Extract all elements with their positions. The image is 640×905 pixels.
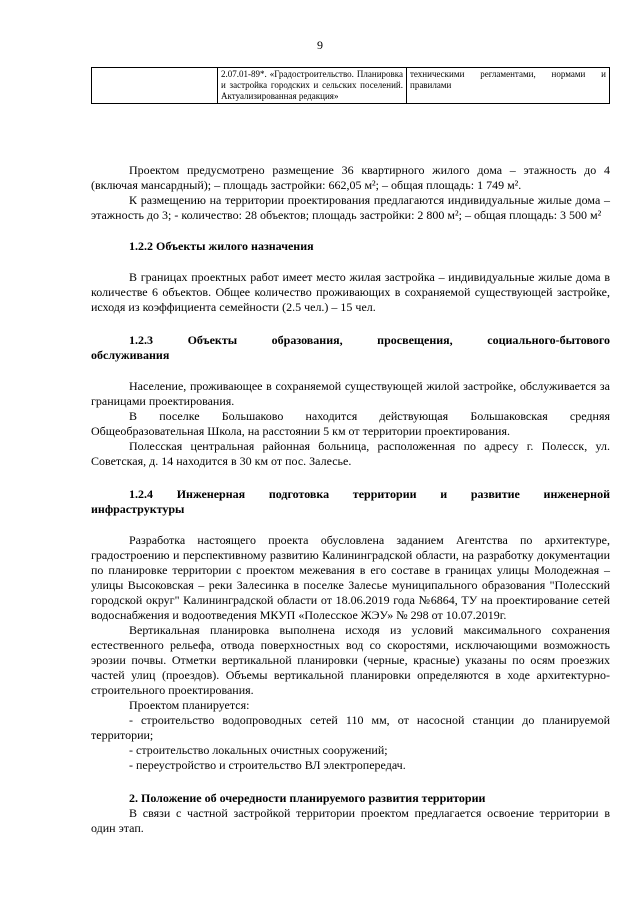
document-body [91, 163, 610, 836]
table-cell: 2.07.01-89*. «Градостроительство. Планировка и застройка городских и сельских поселений. Актуализированная редакция» [218, 68, 407, 104]
section-heading: 2. Положение об очередности планируемого развития территории [129, 791, 486, 805]
list-item: - строительство водопроводных сетей 110 мм, от насосной станции до планируемой территории; [91, 713, 610, 742]
list-item: - переустройство и строительство ВЛ электропередач. [129, 758, 406, 772]
section-heading: 1.2.3 Объекты образования, просвещения, социального-бытового обслуживания [91, 333, 610, 362]
paragraph: Население, проживающее в сохраняемой существующей жилой застройке, обслуживается за границами проектирования. [91, 379, 610, 408]
section-heading: 1.2.4 Инженерная подготовка территории и развитие инженерной инфраструктуры [91, 487, 610, 516]
paragraph: Полесская центральная районная больница, расположенная по адресу г. Полесск, ул. Советская, д. 14 находится в 30 км от пос. Залесье. [91, 439, 610, 468]
paragraph: В поселке Большаково находится действующая Большаковская средняя Общеобразовательная Школа, на расстоянии 5 км от территории проектирования. [91, 409, 610, 438]
paragraph: В границах проектных работ имеет место жилая застройка – индивидуальные жилые дома в количестве 6 объектов. Общее количество проживающих в сохраняемой существующей застройке, исходя из коэффициента семейности (2.5 чел.) – 15 чел. [91, 270, 610, 314]
list-item: - строительство локальных очистных сооружений; [129, 743, 388, 757]
section-heading: 1.2.2 Объекты жилого назначения [129, 239, 314, 253]
paragraph: Разработка настоящего проекта обусловлена заданием Агентства по архитектуре, градостроению и перспективному развитию Калининградской области, на разработку документации по планировке территории с проектом межевания в его составе в границах улицы Молодежная – улицы Высоковская – реки Залесинка в поселке Залесье муниципального образования "Полесский городской округ" Калининградской области от 18.06.2019 года №6864, ТУ на проектирование сетей водоснабжения и водоотведения МКУП «Полесское ЖЭУ» № 298 от 10.07.2019г. [91, 533, 610, 622]
paragraph: Проектом предусмотрено размещение 36 квартирного жилого дома – этажность до 4 (включая мансардный); – площадь застройки: 662,05 м²; – общая площадь: 1 749 м². [91, 163, 610, 192]
paragraph: К размещению на территории проектирования предлагаются индивидуальные жилые дома – этажность до 3; - количество: 28 объектов; площадь застройки: 2 800 м²; – общая площадь: 3 500 м² [91, 193, 610, 222]
page-number: 9 [317, 38, 323, 52]
requirements-table [91, 67, 610, 104]
paragraph: В связи с частной застройкой территории проектом предлагается освоение территории в один этап. [91, 806, 610, 835]
paragraph: Проектом планируется: [129, 698, 250, 712]
table-cell: техническими регламентами, нормами и правилами [407, 68, 610, 104]
table-row [92, 68, 610, 104]
paragraph: Вертикальная планировка выполнена исходя из условий максимального сохранения естественного рельефа, отвода поверхностных вод со скоростями, исключающими возможность эрозии почвы. Отметки вертикальной планировки (черные, красные) указаны по осям проезжих частей улиц (проездов). Объемы вертикальной планировки определяются в ходе архитектурно-строительного проектирования. [91, 623, 610, 697]
table-cell [92, 68, 218, 104]
